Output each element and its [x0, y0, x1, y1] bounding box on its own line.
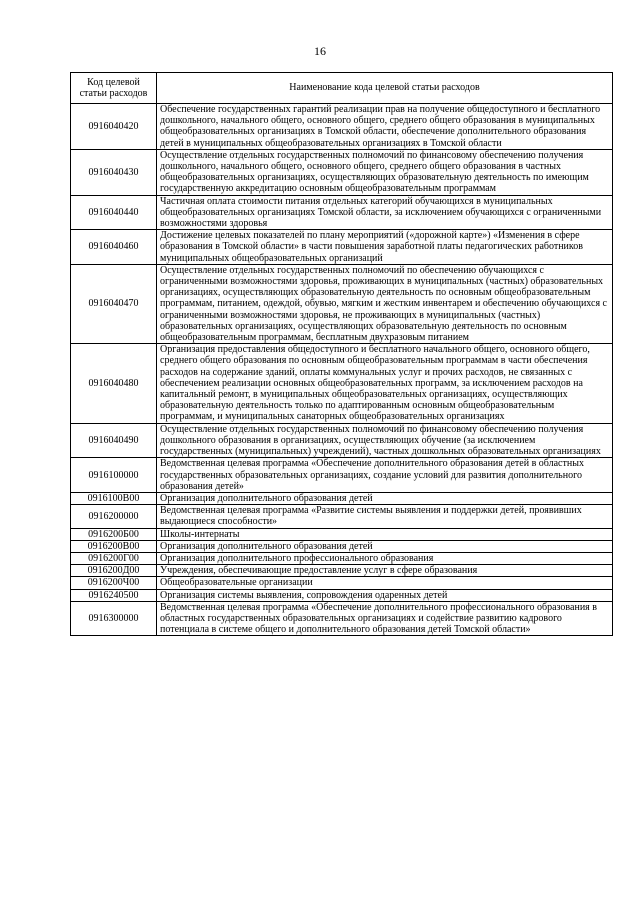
table-row: [71, 528, 613, 540]
row-name: Осуществление отдельных государственных полномочий по финансовому обеспечению получения дошкольного, начального общего, основного общего, среднего общего образования в частных общеобразовательных организациях, осуществляющих образовательную деятельность по имеющим государственную аккредитацию основным общеобразовательным программам: [157, 149, 613, 195]
row-code: 0916200В00: [71, 540, 157, 552]
row-name: Обеспечение государственных гарантий реализации прав на получение общедоступного и бесплатного дошкольного, начального общего, основного общего, среднего общего образования в муниципальных общеобразовательных организациях в Томской области, обеспечение дополнительного образования детей в муниципальных общеобразовательных организациях в Томской области: [157, 104, 613, 150]
row-name: Частичная оплата стоимости питания отдельных категорий обучающихся в муниципальных общеобразовательных организациях Томской области, за исключением обучающихся с ограниченными возможностями здоровья: [157, 195, 613, 230]
table-row: [71, 423, 613, 458]
row-code: 0916300000: [71, 601, 157, 636]
table-row: [71, 505, 613, 528]
table-row: [71, 104, 613, 150]
table-row: [71, 230, 613, 265]
row-name: Организация дополнительного образования детей: [157, 540, 613, 552]
row-name: Достижение целевых показателей по плану мероприятий («дорожной карте») «Изменения в сфере образования в Томской области» в части повышения заработной платы педагогических работников муниципальных общеобразовательных организаций: [157, 230, 613, 265]
row-name: Организация дополнительного образования детей: [157, 492, 613, 504]
row-code: 0916040440: [71, 195, 157, 230]
table-row: [71, 552, 613, 564]
row-name: Организация дополнительного профессионального образования: [157, 552, 613, 564]
header-code: Код целевой статьи расходов: [71, 73, 157, 104]
row-code: 0916040490: [71, 423, 157, 458]
row-code: 0916200000: [71, 505, 157, 528]
table-row: [71, 589, 613, 601]
row-name: Организация предоставления общедоступного и бесплатного начального общего, основного общего, среднего общего образования по основным общеобразовательным программам в части обеспечения расходов на содержание зданий, оплаты коммунальных услуг и прочих расходов, не связанных с обеспечением реализации основных общеобразовательных программ, за исключением расходов на капитальный ремонт, в муниципальных общеобразовательных организациях, осуществляющих образовательную деятельность только по адаптированным основным общеобразовательным программам, и муниципальных санаторных общеобразовательных организациях: [157, 344, 613, 423]
table-row: [71, 458, 613, 493]
page-number: 16: [314, 44, 326, 58]
row-code: 0916200Д00: [71, 565, 157, 577]
row-name: Учреждения, обеспечивающие предоставление услуг в сфере образования: [157, 565, 613, 577]
row-name: Ведомственная целевая программа «Развитие системы выявления и поддержки детей, проявивших выдающиеся способности»: [157, 505, 613, 528]
row-name: Организация системы выявления, сопровождения одаренных детей: [157, 589, 613, 601]
row-code: 0916040470: [71, 264, 157, 343]
row-code: 0916100В00: [71, 492, 157, 504]
row-code: 0916040460: [71, 230, 157, 265]
row-name: Осуществление отдельных государственных полномочий по финансовому обеспечению получения дошкольного образования в организациях, осуществляющих обучение (за исключением государственных (муниципальных) учреждений), частных дошкольных образовательных организациях: [157, 423, 613, 458]
header-name: Наименование кода целевой статьи расходов: [157, 73, 613, 104]
table-row: [71, 492, 613, 504]
row-code: 0916040430: [71, 149, 157, 195]
budget-codes-table: [70, 72, 613, 636]
table-row: [71, 601, 613, 636]
table-row: [71, 565, 613, 577]
table-row: [71, 540, 613, 552]
table-header-row: [71, 73, 613, 104]
row-name: Ведомственная целевая программа «Обеспечение дополнительного профессионального образования в областных государственных образовательных организациях и содействие развитию кадрового потенциала в системе общего и дополнительного образования детей Томской области»: [157, 601, 613, 636]
row-code: 0916100000: [71, 458, 157, 493]
table-row: [71, 264, 613, 343]
table-row: [71, 344, 613, 423]
row-name: Школы-интернаты: [157, 528, 613, 540]
row-code: 0916040420: [71, 104, 157, 150]
row-code: 0916200Г00: [71, 552, 157, 564]
row-name: Ведомственная целевая программа «Обеспечение дополнительного образования детей в областных государственных образовательных организациях, создание условий для развития дополнительного образования детей»: [157, 458, 613, 493]
row-code: 0916240500: [71, 589, 157, 601]
table-row: [71, 195, 613, 230]
row-name: Осуществление отдельных государственных полномочий по обеспечению обучающихся с ограниченными возможностями здоровья, проживающих в муниципальных (частных) образовательных организациях, осуществляющих образовательную деятельность по основным общеобразовательным программам, питанием, одеждой, обувью, мягким и жестким инвентарем и обеспечению обучающихся с ограниченными возможностями здоровья, не проживающих в муниципальных (частных) образовательных организациях, осуществляющих образовательную деятельность по основным общеобразовательным программам, бесплатным двухразовым питанием: [157, 264, 613, 343]
row-code: 0916040480: [71, 344, 157, 423]
row-code: 0916200Ч00: [71, 577, 157, 589]
row-code: 0916200Б00: [71, 528, 157, 540]
table-row: [71, 577, 613, 589]
table-row: [71, 149, 613, 195]
row-name: Общеобразовательные организации: [157, 577, 613, 589]
